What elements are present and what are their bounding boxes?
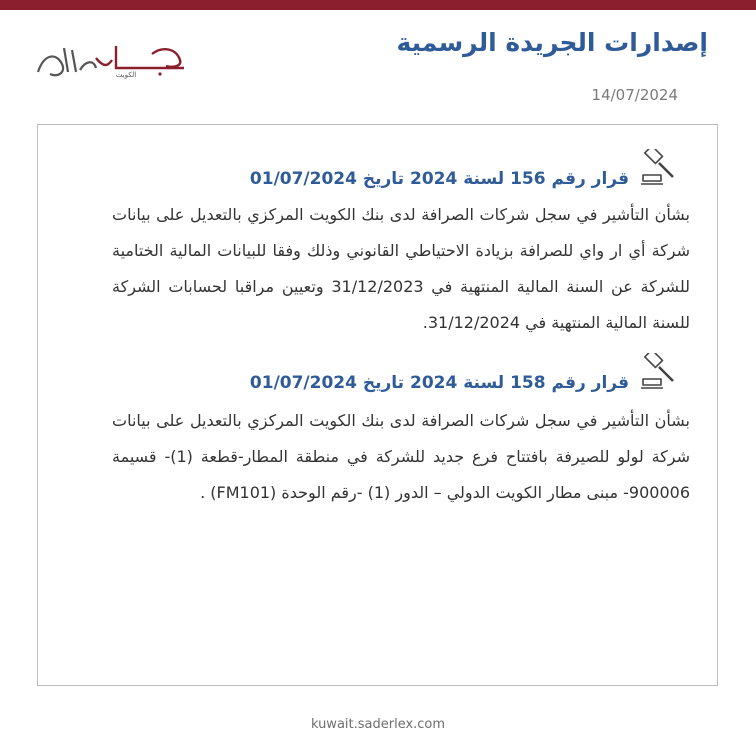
logo-subtitle: الكويت	[115, 71, 137, 79]
footer-url[interactable]: kuwait.saderlex.com	[310, 717, 446, 732]
content-box	[37, 124, 718, 686]
decision-title: قرار رقم 158 لسنة 2024 تاريخ 01/07/2024	[249, 373, 629, 393]
decision-title: قرار رقم 156 لسنة 2024 تاريخ 01/07/2024	[249, 169, 629, 189]
decision-body: بشأن التأشير في سجل شركات الصرافة لدى بنك الكويت المركزي بالتعديل على بيانات شركة لولو للصيرفة بافتتاح فرع جديد للشركة في منطقة المطار-قطعة (1)- قسيمة 900006- مبنى مطار الكويت الدولي – الدور (1) -رقم الوحدة (FM101) .	[112, 411, 690, 502]
page-date: 14/07/2024	[591, 86, 678, 104]
gavel-icon	[641, 149, 683, 185]
top-accent-bar	[0, 0, 756, 10]
page-title: إصدارات الجريدة الرسمية	[396, 28, 708, 57]
decision-body: بشأن التأشير في سجل شركات الصرافة لدى بنك الكويت المركزي بالتعديل على بيانات شركة أي ار واي للصرافة بزيادة الاحتياطي القانوني وذلك وفقا للبيانات المالية الختامية للشركة عن السنة المالية المنتهية في 31/12/2023 وتعيين مراقبا لحسابات الشركة للسنة المالية المنتهية في 31/12/2024.	[112, 205, 690, 332]
gavel-icon	[641, 353, 683, 389]
